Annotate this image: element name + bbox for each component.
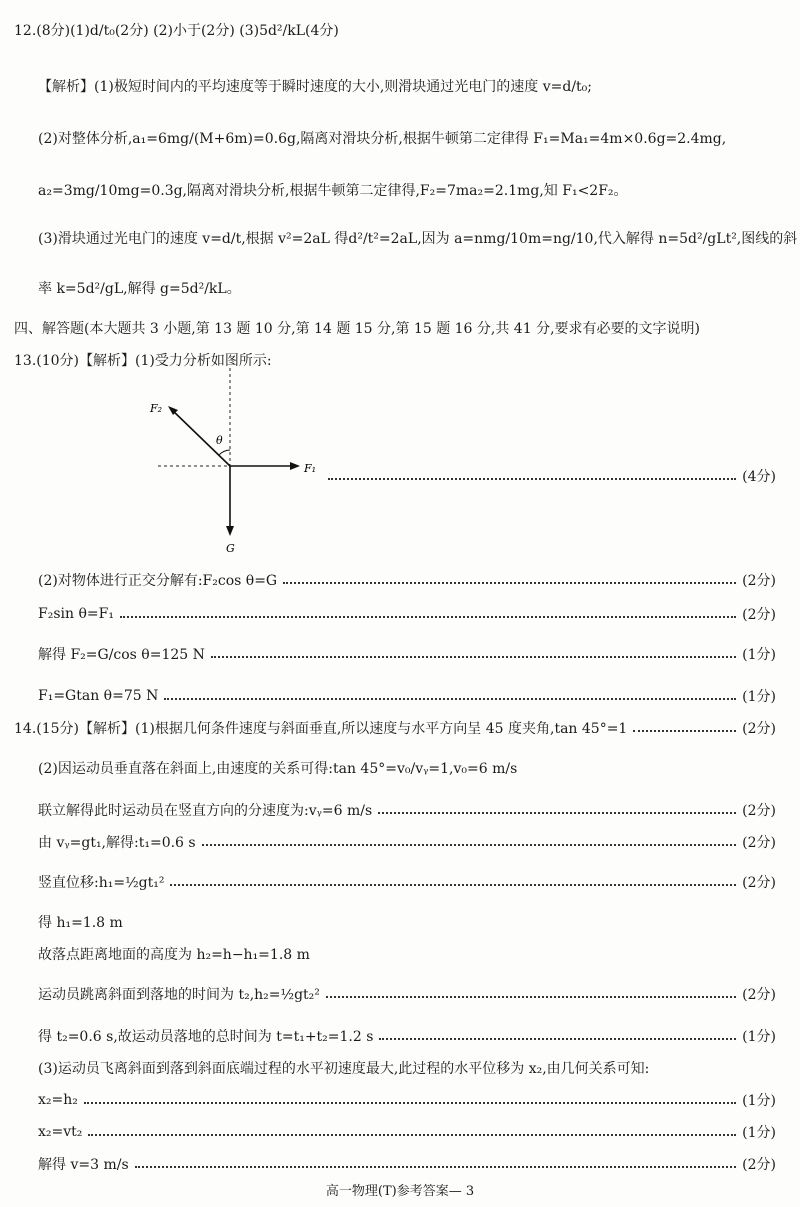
line-text: 竖直位移:h₁=½gt₁² xyxy=(38,875,165,891)
line-text: 故落点距离地面的高度为 h₂=h−h₁=1.8 m xyxy=(38,947,310,963)
answer-line xyxy=(38,1154,776,1174)
answer-line xyxy=(38,832,776,852)
force-diagram xyxy=(140,368,320,558)
line-text: 解得 v=3 m/s xyxy=(38,1157,129,1173)
score-label: (2分) xyxy=(742,573,776,589)
answer-line xyxy=(38,570,776,590)
line-text: x₂=h₂ xyxy=(38,1092,78,1108)
answer-line xyxy=(38,228,798,248)
line-text: 12.(8分)(1)d/t₀(2分) (2)小于(2分) (3)5d²/kL(4分) xyxy=(14,23,339,39)
answer-line xyxy=(322,466,776,486)
answer-line xyxy=(38,128,776,148)
line-text: 得 h₁=1.8 m xyxy=(38,915,123,931)
leader-dots xyxy=(88,1134,736,1136)
line-text: 率 k=5d²/gL,解得 g=5d²/kL。 xyxy=(38,281,241,297)
leader-dots xyxy=(633,730,736,732)
answer-line xyxy=(38,644,776,664)
answer-line xyxy=(14,718,776,738)
answer-line xyxy=(38,278,776,298)
answer-line xyxy=(38,800,776,820)
leader-dots xyxy=(378,812,736,814)
answer-line xyxy=(38,604,776,624)
f1-label: F₁ xyxy=(304,462,317,475)
line-text: 得 t₂=0.6 s,故运动员落地的总时间为 t=t₁+t₂=1.2 s xyxy=(38,1029,374,1045)
answer-line xyxy=(38,180,776,200)
answer-line xyxy=(38,872,776,892)
score-label: (2分) xyxy=(742,721,776,737)
score-label: (2分) xyxy=(742,1157,776,1173)
g-arrowhead xyxy=(226,526,234,536)
g-label: G xyxy=(226,542,235,555)
leader-dots xyxy=(170,884,736,886)
line-text: 【解析】(1)极短时间内的平均速度等于瞬时速度的大小,则滑块通过光电门的速度 v=d/t₀; xyxy=(38,79,593,95)
theta-label: θ xyxy=(216,434,223,447)
answer-line xyxy=(38,76,776,96)
answer-line xyxy=(14,20,776,40)
answer-line xyxy=(38,944,776,964)
leader-dots xyxy=(84,1102,736,1104)
leader-dots xyxy=(326,996,736,998)
score-label: (1分) xyxy=(742,1125,776,1141)
line-text: F₂sin θ=F₁ xyxy=(38,606,114,622)
line-text: 13.(10分)【解析】(1)受力分析如图所示: xyxy=(14,353,272,369)
answer-line xyxy=(38,984,776,1004)
score-label: (2分) xyxy=(742,835,776,851)
leader-dots xyxy=(202,844,737,846)
answer-line xyxy=(38,1090,776,1110)
answer-line xyxy=(38,686,776,706)
score-label: (2分) xyxy=(742,803,776,819)
line-text: (3)滑块通过光电门的速度 v=d/t,根据 v²=2aL 得d²/t²=2aL,因为 a=nmg/10m=ng/10,代入解得 n=5d²/gLt²,图线的斜 xyxy=(38,231,798,247)
score-label: (1分) xyxy=(742,647,776,663)
answer-line xyxy=(38,1026,776,1046)
line-text: F₁=Gtan θ=75 N xyxy=(38,688,159,704)
leader-dots xyxy=(120,616,736,618)
answer-line xyxy=(38,1122,776,1142)
line-text: a₂=3mg/10mg=0.3g,隔离对滑块分析,根据牛顿第二定律得,F₂=7ma₂=2.1mg,知 F₁<2F₂。 xyxy=(38,183,628,199)
line-text: (2)因运动员垂直落在斜面上,由速度的关系可得:tan 45°=v₀/vᵧ=1,v₀=6 m/s xyxy=(38,761,518,777)
leader-dots xyxy=(379,1038,736,1040)
leader-dots xyxy=(211,656,736,658)
line-text: (3)运动员飞离斜面到落到斜面底端过程的水平初速度最大,此过程的水平位移为 x₂,由几何关系可知: xyxy=(38,1061,650,1077)
answer-line xyxy=(38,912,776,932)
line-text: x₂=vt₂ xyxy=(38,1124,83,1140)
leader-dots xyxy=(283,582,736,584)
score-label: (2分) xyxy=(742,607,776,623)
answer-line xyxy=(14,318,776,338)
line-text: (2)对整体分析,a₁=6mg/(M+6m)=0.6g,隔离对滑块分析,根据牛顿第二定律得 F₁=Ma₁=4m×0.6g=2.4mg, xyxy=(38,131,727,147)
score-label: (1分) xyxy=(742,1029,776,1045)
score-label: (4分) xyxy=(742,469,776,485)
score-label: (1分) xyxy=(742,1093,776,1109)
score-label: (1分) xyxy=(742,689,776,705)
line-text: 由 vᵧ=gt₁,解得:t₁=0.6 s xyxy=(38,835,196,851)
line-text: 解得 F₂=G/cos θ=125 N xyxy=(38,647,205,663)
answer-line xyxy=(14,350,776,370)
leader-dots xyxy=(328,478,736,480)
leader-dots xyxy=(164,698,736,700)
page-footer: 高一物理(T)参考答案— 3 xyxy=(325,1184,475,1199)
score-label: (2分) xyxy=(742,875,776,891)
line-text: 运动员跳离斜面到落地的时间为 t₂,h₂=½gt₂² xyxy=(38,987,320,1003)
f2-label: F₂ xyxy=(150,402,163,415)
answer-line xyxy=(38,1058,776,1078)
score-label: (2分) xyxy=(742,987,776,1003)
line-text: (2)对物体进行正交分解有:F₂cos θ=G xyxy=(38,573,278,589)
f1-arrowhead xyxy=(290,462,300,470)
theta-arc xyxy=(219,450,230,455)
answer-line xyxy=(38,758,776,778)
line-text: 四、解答题(本大题共 3 小题,第 13 题 10 分,第 14 题 15 分,第 15 题 16 分,共 41 分,要求有必要的文字说明) xyxy=(14,321,700,337)
line-text: 联立解得此时运动员在竖直方向的分速度为:vᵧ=6 m/s xyxy=(38,803,373,819)
leader-dots xyxy=(135,1166,737,1168)
line-text: 14.(15分)【解析】(1)根据几何条件速度与斜面垂直,所以速度与水平方向呈 45 度夹角,tan 45°=1 xyxy=(14,721,628,737)
